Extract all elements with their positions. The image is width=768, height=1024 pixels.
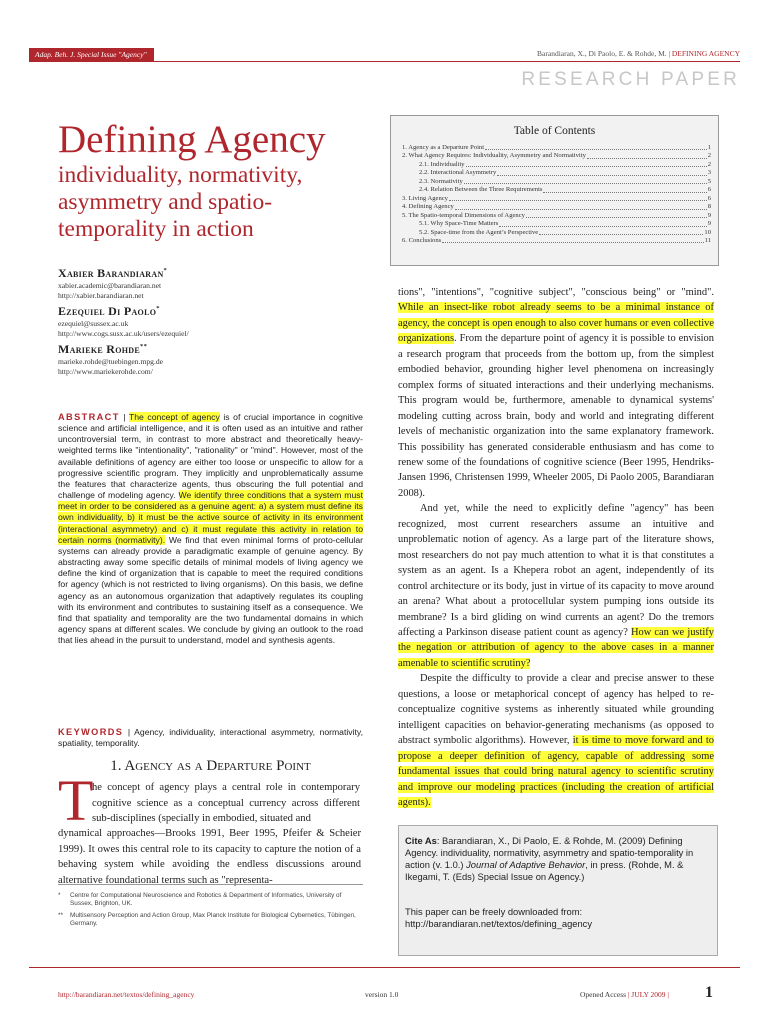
toc-entry-page: 8 — [707, 203, 711, 211]
footnote: * Centre for Computational Neuroscience and Robotics & Department of Informatics, University of Sussex, Brighton, UK. — [58, 892, 342, 908]
toc-entry[interactable] — [402, 195, 711, 203]
toc-entry-page: 9 — [707, 211, 711, 219]
toc-entry-page: 6 — [707, 194, 711, 202]
toc-entry-page: 2 — [707, 152, 711, 160]
keywords-label: KEYWORDS — [58, 727, 124, 737]
cite-as-box — [398, 825, 718, 956]
header-rule — [29, 61, 740, 62]
paper-subtitle: individuality, normativity, asymmetry and spatio-temporality in action — [58, 162, 303, 242]
footnote: ** Multisensory Perception and Action Group, Max Planck Institute for Biological Cybernetics, Tübingen, Germany. — [58, 912, 356, 928]
author-email[interactable]: xabier.academic@barandiaran.net — [58, 281, 162, 290]
toc-entry-page: 2 — [707, 160, 711, 168]
abstract-highlight: The concept of agency — [128, 412, 220, 422]
section-heading: 1. Agency as a Departure Point — [110, 758, 311, 774]
toc-entry-page: 9 — [707, 220, 711, 228]
toc-entry[interactable] — [402, 203, 711, 211]
footnote-rule — [58, 884, 363, 885]
paper-type-label: RESEARCH PAPER — [521, 69, 740, 90]
toc-heading: Table of Contents — [513, 125, 596, 137]
toc-entry-label: 1. Agency as a Departure Point — [402, 144, 485, 151]
author-name: Xabier Barandiaran* — [58, 266, 168, 280]
toc-entry-label: 3. Living Agency — [402, 194, 448, 202]
author-block-2 — [58, 304, 189, 338]
toc-leader-dots — [497, 169, 706, 175]
toc-entry[interactable] — [402, 212, 711, 220]
toc-entry-page: 5 — [707, 177, 711, 185]
toc-entry-page: 1 — [707, 144, 711, 151]
toc-leader-dots — [587, 152, 707, 158]
toc-entry-label: 2.1. Individuality — [419, 160, 465, 168]
toc-entry-label: 2.3. Normativity — [419, 177, 463, 185]
highlight: How can we justify the negation or attribution of agency to the above cases in a manner amenable to scientific scrutiny? — [398, 626, 714, 669]
toc-entry-page: 11 — [704, 236, 711, 244]
toc-leader-dots — [526, 212, 707, 218]
footer-access-date: Opened Access | JULY 2009 | — [580, 990, 669, 999]
highlight: While an insect-like robot already seems to be a minimal instance of agency, the concept is open enough to also cover humans or even collective organizations — [398, 302, 714, 345]
toc-entry-label: 2. What Agency Requires: Individuality, Asymmetry and Normativity — [402, 152, 586, 160]
drop-cap: T — [58, 768, 94, 833]
toc-entry[interactable] — [402, 152, 711, 160]
author-url[interactable]: http://www.mariekerohde.com/ — [58, 366, 153, 376]
toc-entry-label: 6. Conclusions — [402, 236, 442, 244]
header-section: DEFINING AGENCY — [671, 49, 740, 58]
highlight: it is time to move forward and to propose a deeper definition of agency, capable of addressing some fundamental issues that could bring natural agency to scientific scrutiny and improve our modeling practices (including the creation of artificial agents). — [398, 735, 714, 808]
toc-leader-dots — [464, 178, 707, 184]
toc-entry[interactable] — [402, 178, 711, 186]
toc-entry[interactable] — [402, 229, 711, 237]
author-email[interactable]: marieke.rohde@tuebingen.mpg.de — [58, 357, 164, 366]
toc-leader-dots — [485, 144, 707, 150]
toc-entry-page: 6 — [707, 186, 711, 194]
cite-as-text: Cite As: Barandiaran, X., Di Paolo, E. & Rohde, M. (2009) Defining Agency. individuality, normativity, asymmetry and spatio-temporality in action (v. 1.0.) Journal of Adaptive Behavior, in press. (Rohde, M. & Ikegami, T. (Eds) Special Issue on Agency.) — [405, 836, 694, 882]
toc-entry[interactable] — [402, 237, 711, 245]
download-link[interactable]: http://barandiaran.net/textos/defining_agency — [405, 919, 593, 929]
section-paragraph: he concept of agency plays a central role in contemporary cognitive science as a conceptual currency across different sub-disciplines (specially in embodied, situated and — [92, 782, 360, 825]
author-email[interactable]: ezequiel@sussex.ac.uk — [58, 319, 129, 328]
footer-url-link[interactable]: http://barandiaran.net/textos/defining_agency — [58, 990, 195, 999]
table-of-contents — [390, 115, 719, 266]
footer-version: version 1.0 — [365, 990, 399, 999]
toc-leader-dots — [539, 229, 703, 235]
section-paragraph: dynamical approaches—Brooks 1991, Beer 1995, Pfeifer & Scheier 1999). It owes this central role to its capacity to capture the notion of a behaving system while avoiding the endless discussions around alternative foundational terms such as "representa- — [58, 828, 361, 886]
abstract-highlight: We identify three conditions that a system must meet in order to be considered as a genuine agent: a) a system must define its own individuality, b) it must be the active source of activity in its environment (interactional asymmetry) and c) it must regulate this activity in relation to certain norms (normativity). — [58, 490, 363, 545]
toc-entry-label: 2.2. Interactional Asymmetry — [419, 169, 497, 177]
paragraph: tions", "intentions", "cognitive subject", "conscious being" or "mind". While an insect-like robot already seems to be a minimal instance of agency, the concept is open enough to also cover humans or even collective organizations. From the departure point of agency it is possible to envision a research program that proceeds from the bottom up, from the simplest embodied behavior, grounding higher level phenomena on increasingly complex forms of situated interactions and their underlying mechanisms. This program would be, furthermore, amenable to dynamical systems' modeling cutting across brain, body and world and integrating different levels of mechanistic organization into the same explanatory framework. This possibility has generated considerable enthusiasm and has come to renew some of the foundations of cognitive science (Beer 1995, Hendriks-Jansen 1996, Christensen 1999, Wheeler 2005, Di Paolo 2005, Barandiaran 2008). — [398, 287, 714, 499]
toc-entry[interactable] — [402, 220, 711, 228]
toc-leader-dots — [455, 203, 707, 209]
page-number: 1 — [705, 984, 713, 1001]
toc-leader-dots — [543, 186, 706, 192]
toc-entry-page: 3 — [707, 169, 711, 177]
right-column-text — [398, 285, 714, 810]
toc-leader-dots — [466, 161, 707, 167]
paragraph: Despite the difficulty to provide a clear and precise answer to these questions, a loose or metaphorical concept of agency has helped to re-conceptualize cognitive systems as inherently situated while grounding intelligent capacities on behavior-generating mechanisms (as opposed to abstract symbolic algorithms). However, it is time to move forward and to propose a deeper definition of agency, capable of addressing some fundamental issues that could bring natural agency to scientific scrutiny and improve our modeling practices (including the creation of artificial agents). — [398, 673, 714, 808]
toc-entry-label: 4. Defining Agency — [402, 203, 454, 211]
toc-entry-label: 2.4. Relation Between the Three Requirements — [419, 186, 543, 194]
author-name: Marieke Rohde** — [58, 342, 148, 356]
toc-entry[interactable] — [402, 186, 711, 194]
keywords: KEYWORDS | Agency, individuality, interactional asymmetry, normativity, spatiality, temporality. — [58, 727, 363, 749]
author-url[interactable]: http://xabier.barandiaran.net — [58, 290, 144, 300]
toc-entry[interactable] — [402, 161, 711, 169]
author-block-1 — [58, 266, 167, 300]
author-url[interactable]: http://www.cogs.susx.ac.uk/users/ezequiel/ — [58, 328, 189, 338]
author-block-3 — [58, 342, 163, 376]
toc-entry-label: 5.1. Why Space-Time Matters — [419, 220, 499, 228]
paragraph: And yet, while the need to explicitly define "agency" has been recognized, most current researchers assume an intuitive and unproblematic notion of agency. As a large part of the literature shows, most researchers do not pay much attention to what it is that constitutes a system as an agent. Is a Khepera robot an agent, independently of its control architecture or its body, just in virtue of its capacity to move around an arena? What about a protocellular system pumping ions outside its membrane? Is a bird gliding on wind currents an agent? Do the tremors affecting a Parkinson disease patient count as agency? How can we justify the negation or attribution of agency to the above cases in a manner amenable to scientific scrutiny? — [398, 503, 714, 669]
toc-entry[interactable] — [402, 169, 711, 177]
toc-leader-dots — [449, 195, 707, 201]
paper-title: Defining Agency — [58, 118, 326, 161]
footer-rule — [29, 967, 740, 968]
toc-entry-label: 5. The Spatio-temporal Dimensions of Agency — [402, 211, 525, 219]
toc-leader-dots — [499, 220, 706, 226]
author-name: Ezequiel Di Paolo* — [58, 304, 160, 318]
toc-entry[interactable] — [402, 144, 711, 152]
toc-list — [402, 144, 711, 245]
toc-entry-page: 10 — [704, 228, 711, 236]
toc-entry-label: 5.2. Space-time from the Agent’s Perspective — [419, 228, 539, 236]
toc-leader-dots — [442, 237, 703, 243]
header-citation: Barandiaran, X., Di Paolo, E. & Rohde, M. | DEFINING AGENCY — [537, 49, 740, 58]
abstract: ABSTRACT | The concept of agency is of crucial importance in cognitive science and artificial intelligence, and it is often used as an intuitive and rather uncontroversial term, in contrast to more abstract and theoretically heavy-weighted terms like "intentionality", "rationality" or "mind". However, most of the available definitions of agency are either too loose or unspecific to allow for a progressive scientific program. They implicitly and unproblematically assume the features that characterize agents, thus obscuring the full potential and challenge of modeling agency. We identify three conditions that a system must meet in order to be considered as a genuine agent: a) a system must define its own individuality, b) it must be the active source of activity in its environment (interactional asymmetry) and c) it must regulate this activity in relation to certain norms (normativity). We find that even minimal forms of proto-cellular systems can already provide a paradigmatic example of genuine agency. By abstracting away some specific details of minimal models of living agency we define the kind of organization that is capable to meet the required conditions for agency (which is not restricted to living organisms). On this basis, we define agency as an autonomous organization that adaptively regulates its coupling with its environment and contributes to sustaining itself as a consequence. We find that spatiality and temporality are the two fundamental domains in which agency spans at different scales. We conclude by giving an outlook to the road that lies ahead in the pursuit to understand, model and synthesis agents. — [58, 412, 363, 646]
journal-tag: Adap. Beh. J. Special Issue "Agency" — [29, 48, 154, 61]
abstract-label: ABSTRACT — [58, 412, 120, 422]
download-info: This paper can be freely downloaded from: http://barandiaran.net/textos/defining_agency — [405, 906, 710, 930]
